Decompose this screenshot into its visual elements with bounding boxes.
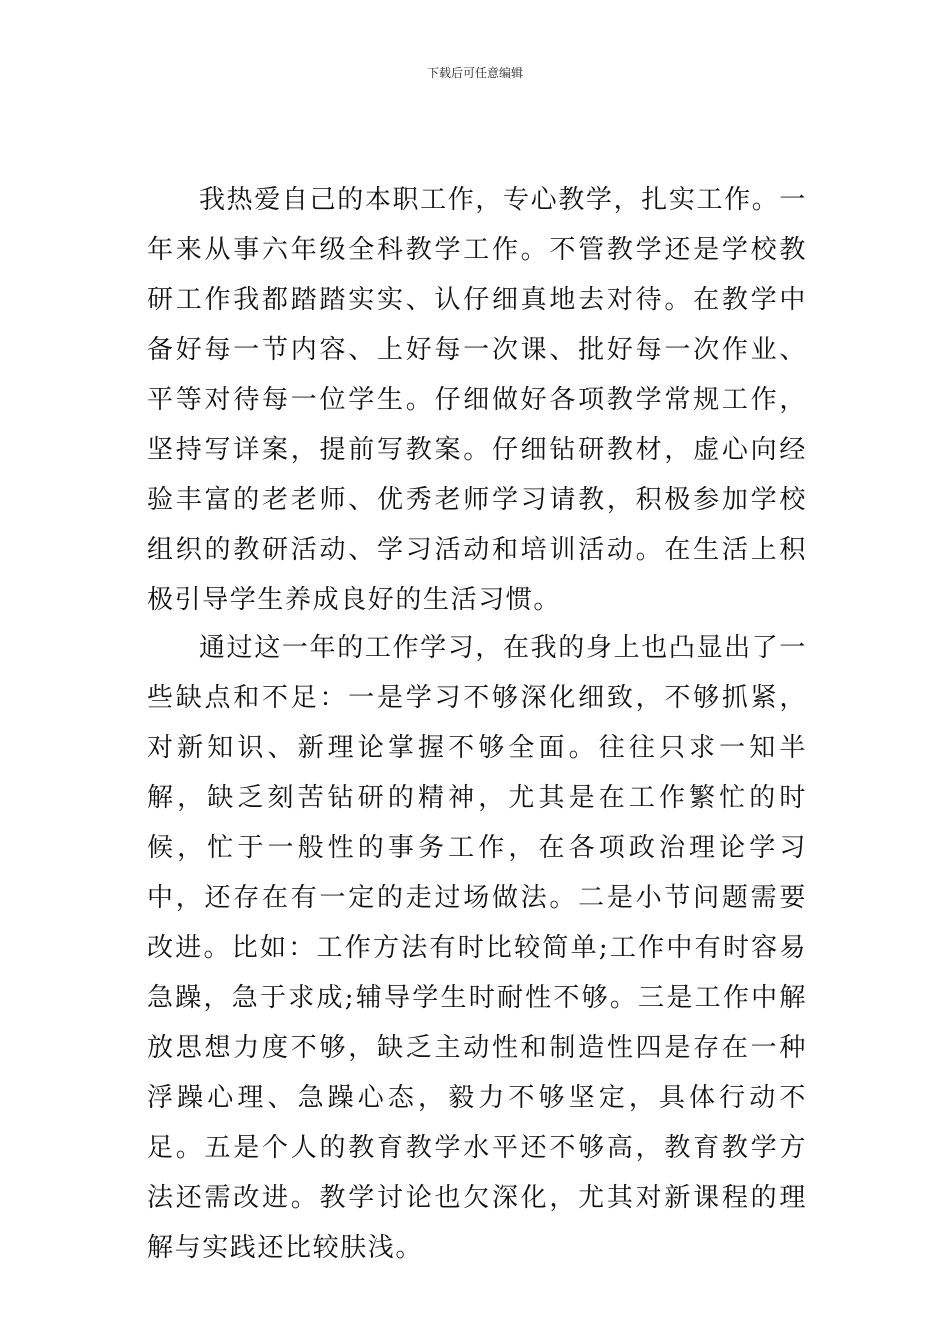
page-header-note: 下载后可任意编辑	[426, 66, 523, 80]
paragraph-shortcomings: 通过这一年的工作学习，在我的身上也凸显出了一些缺点和不足：一是学习不够深化细致，不够抓紧，对新知识、新理论掌握不够全面。往往只求一知半解，缺乏刻苦钻研的精神，尤其是在工作繁忙的时候，忙于一般性的事务工作，在各项政治理论学习中，还存在有一定的走过场做法。二是小节问题需要改进。比如：工作方法有时比较简单;工作中有时容易急躁，急于求成;辅导学生时耐性不够。三是工作中解放思想力度不够，缺乏主动性和制造性四是存在一种浮躁心理、急躁心态，毅力不够坚定，具体行动不足。五是个人的教育教学水平还不够高，教育教学方法还需改进。教学讨论也欠深化，尤其对新课程的理解与实践还比较肤浅。	[147, 633, 807, 1263]
paragraph-work-attitude: 我热爱自己的本职工作，专心教学，扎实工作。一年来从事六年级全科教学工作。不管教学还是学校教研工作我都踏踏实实、认仔细真地去对待。在教学中备好每一节内容、上好每一次课、批好每一次作业、平等对待每一位学生。仔细做好各项教学常规工作，坚持写详案，提前写教案。仔细钻研教材，虚心向经验丰富的老老师、优秀老师学习请教，积极参加学校组织的教研活动、学习活动和培训活动。在生活上积极引导学生养成良好的生活习惯。	[147, 185, 807, 615]
